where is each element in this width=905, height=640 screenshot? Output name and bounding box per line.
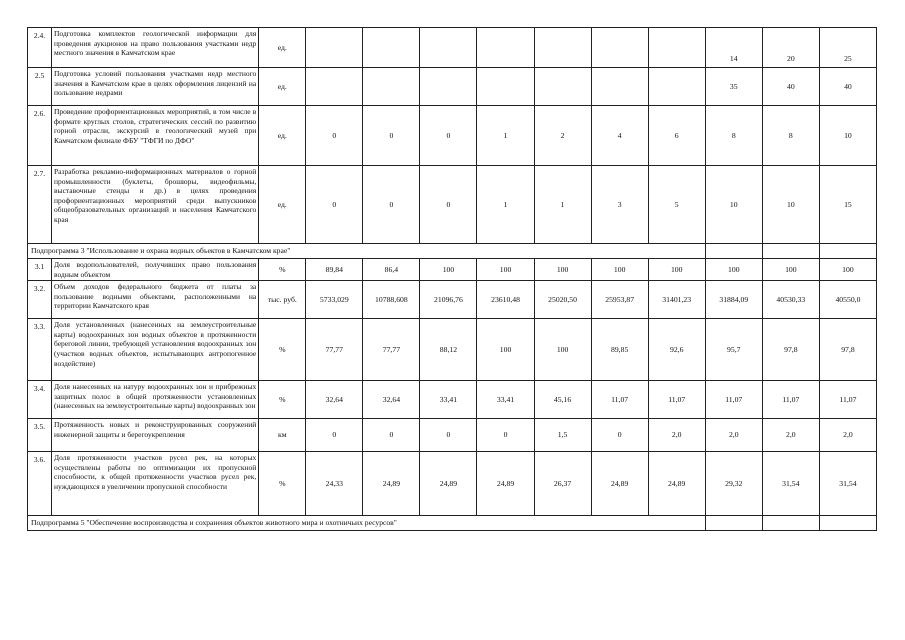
indicator-value: 1 xyxy=(477,166,534,244)
indicator-value: 86,4 xyxy=(363,259,420,281)
indicator-unit: % xyxy=(259,452,306,516)
indicator-number: 2.7. xyxy=(28,166,52,244)
indicator-value: 0 xyxy=(363,166,420,244)
indicator-value: 97,8 xyxy=(762,319,819,381)
indicator-number: 3.5. xyxy=(28,419,52,452)
indicator-value: 25953,87 xyxy=(591,281,648,319)
indicator-name: Доля водопользователей, получивших право пользования водным объектом xyxy=(52,259,259,281)
indicator-value: 2,0 xyxy=(819,419,876,452)
empty-cell xyxy=(705,516,762,531)
indicator-name: Протяженность новых и реконструированных сооружений инженерной защиты и берегоукрепления xyxy=(52,419,259,452)
indicator-value xyxy=(591,28,648,68)
indicator-number: 3.2. xyxy=(28,281,52,319)
indicator-value: 20 xyxy=(762,28,819,68)
indicator-unit: ед. xyxy=(259,68,306,106)
indicator-value: 15 xyxy=(819,166,876,244)
indicators-table xyxy=(27,27,877,531)
indicator-value: 8 xyxy=(762,106,819,166)
indicator-number: 3.3. xyxy=(28,319,52,381)
indicator-value: 40 xyxy=(819,68,876,106)
indicator-name: Подготовка комплектов геологической информации для проведения аукционов на право пользования участками недр местного значения в Камчатском крае xyxy=(52,28,259,68)
indicator-value: 24,33 xyxy=(306,452,363,516)
indicator-value: 100 xyxy=(705,259,762,281)
indicator-value xyxy=(363,28,420,68)
indicator-number: 2.6. xyxy=(28,106,52,166)
table-row xyxy=(28,319,877,381)
indicator-value: 2 xyxy=(534,106,591,166)
indicator-value: 89,85 xyxy=(591,319,648,381)
subprogram-row xyxy=(28,244,877,259)
indicator-value: 21096,76 xyxy=(420,281,477,319)
table-row xyxy=(28,381,877,419)
table-row xyxy=(28,106,877,166)
table-row xyxy=(28,452,877,516)
indicator-value xyxy=(477,28,534,68)
empty-cell xyxy=(762,244,819,259)
indicators-table-sheet xyxy=(27,27,877,531)
indicator-unit: тыс. руб. xyxy=(259,281,306,319)
indicator-value: 25 xyxy=(819,28,876,68)
indicator-value: 11,07 xyxy=(762,381,819,419)
indicator-unit: ед. xyxy=(259,166,306,244)
empty-cell xyxy=(819,516,876,531)
indicator-value: 23610,48 xyxy=(477,281,534,319)
indicator-value: 5 xyxy=(648,166,705,244)
indicator-value: 10 xyxy=(705,166,762,244)
indicator-value: 100 xyxy=(648,259,705,281)
indicator-unit: ед. xyxy=(259,106,306,166)
indicator-number: 3.1 xyxy=(28,259,52,281)
indicator-value: 35 xyxy=(705,68,762,106)
indicator-value: 10 xyxy=(819,106,876,166)
indicator-value: 0 xyxy=(420,166,477,244)
indicator-value: 11,07 xyxy=(591,381,648,419)
indicator-value: 33,41 xyxy=(477,381,534,419)
indicator-value xyxy=(477,68,534,106)
indicator-value: 11,07 xyxy=(819,381,876,419)
indicator-value: 1,5 xyxy=(534,419,591,452)
indicator-value: 77,77 xyxy=(306,319,363,381)
indicator-value: 4 xyxy=(591,106,648,166)
indicator-value: 40550,0 xyxy=(819,281,876,319)
indicator-value: 95,7 xyxy=(705,319,762,381)
indicator-value xyxy=(648,28,705,68)
indicator-value: 2,0 xyxy=(705,419,762,452)
indicator-value: 26,37 xyxy=(534,452,591,516)
indicator-value: 32,64 xyxy=(306,381,363,419)
indicator-value: 5733,029 xyxy=(306,281,363,319)
indicator-value: 24,89 xyxy=(363,452,420,516)
indicator-value: 14 xyxy=(705,28,762,68)
table-row xyxy=(28,281,877,319)
indicator-value: 1 xyxy=(534,166,591,244)
indicator-value: 100 xyxy=(591,259,648,281)
indicator-value xyxy=(306,28,363,68)
indicator-value: 0 xyxy=(477,419,534,452)
empty-cell xyxy=(819,244,876,259)
indicator-value: 100 xyxy=(534,259,591,281)
subprogram-row xyxy=(28,516,877,531)
indicator-value: 11,07 xyxy=(705,381,762,419)
table-row xyxy=(28,28,877,68)
indicator-value xyxy=(420,68,477,106)
indicator-value: 89,84 xyxy=(306,259,363,281)
indicator-value: 40530,33 xyxy=(762,281,819,319)
indicator-value: 31401,23 xyxy=(648,281,705,319)
indicator-value: 29,32 xyxy=(705,452,762,516)
subprogram-title: Подпрограмма 3 "Использование и охрана водных объектов в Камчатском крае" xyxy=(28,244,706,259)
indicator-value: 92,6 xyxy=(648,319,705,381)
indicator-value: 24,89 xyxy=(420,452,477,516)
indicator-value: 3 xyxy=(591,166,648,244)
indicator-value: 100 xyxy=(477,259,534,281)
indicator-name: Доля нанесенных на натуру водоохранных зон и прибрежных защитных полос в общей протяженности установленных (нанесенных на землеустроительные карты) водоохранных зон xyxy=(52,381,259,419)
indicator-name: Доля протяженности участков русел рек, на которых осуществлены работы по оптимизации их пропускной способности, к общей протяженности участков русел рек, нуждающихся в увеличении пропускной способности xyxy=(52,452,259,516)
indicator-name: Доля установленных (нанесенных на землеустроительные карты) водоохранных зон водных объектов в протяженности береговой линии, требующей установления водоохранных зон (участков водных объектов, испытывающих антропогенное воздействие) xyxy=(52,319,259,381)
indicator-value: 0 xyxy=(306,166,363,244)
indicator-value: 45,16 xyxy=(534,381,591,419)
indicator-number: 3.6. xyxy=(28,452,52,516)
indicator-value xyxy=(363,68,420,106)
indicator-value xyxy=(591,68,648,106)
indicator-value xyxy=(534,68,591,106)
indicator-value xyxy=(648,68,705,106)
table-row xyxy=(28,68,877,106)
indicator-unit: км xyxy=(259,419,306,452)
indicator-value: 31884,09 xyxy=(705,281,762,319)
indicator-value: 100 xyxy=(762,259,819,281)
subprogram-title: Подпрограмма 5 "Обеспечение воспроизводства и сохранения объектов животного мира и охотничьих ресурсов" xyxy=(28,516,706,531)
indicator-value: 10788,608 xyxy=(363,281,420,319)
indicator-name: Проведение профориентационных мероприятий, в том числе в формате круглых столов, стратегических сессий по развитию горной отрасли, экскурсий в геологический музей при Камчатском филиале ФБУ "ТФГИ по ДФО" xyxy=(52,106,259,166)
indicator-value: 24,89 xyxy=(477,452,534,516)
indicator-value: 100 xyxy=(534,319,591,381)
table-row xyxy=(28,259,877,281)
indicator-value xyxy=(534,28,591,68)
indicator-value: 88,12 xyxy=(420,319,477,381)
indicator-value: 0 xyxy=(420,106,477,166)
indicator-value: 100 xyxy=(819,259,876,281)
indicator-value: 2,0 xyxy=(762,419,819,452)
indicator-value xyxy=(306,68,363,106)
indicator-value: 100 xyxy=(420,259,477,281)
indicator-value: 24,89 xyxy=(648,452,705,516)
indicators-table-body xyxy=(28,28,877,531)
indicator-value: 0 xyxy=(420,419,477,452)
table-row xyxy=(28,166,877,244)
indicator-number: 2.4. xyxy=(28,28,52,68)
indicator-value: 32,64 xyxy=(363,381,420,419)
indicator-value: 31,54 xyxy=(819,452,876,516)
indicator-value: 0 xyxy=(306,419,363,452)
empty-cell xyxy=(762,516,819,531)
indicator-unit: % xyxy=(259,259,306,281)
indicator-name: Объем доходов федерального бюджета от платы за пользование водными объектами, расположенными на территории Камчатского края xyxy=(52,281,259,319)
indicator-name: Разработка рекламно-информационных материалов о горной промышленности (буклеты, брошюры, видеофильмы, выставочные стенды и др.) в целях проведения профориентационных мероприятий среди выпускников общеобразовательных организаций и населения Камчатского края xyxy=(52,166,259,244)
indicator-value: 0 xyxy=(306,106,363,166)
indicator-value: 40 xyxy=(762,68,819,106)
indicator-name: Подготовка условий пользования участками недр местного значения в Камчатском крае в целях оформления лицензий на пользование недрами xyxy=(52,68,259,106)
empty-cell xyxy=(705,244,762,259)
indicator-value: 0 xyxy=(591,419,648,452)
indicator-value: 24,89 xyxy=(591,452,648,516)
indicator-value: 1 xyxy=(477,106,534,166)
indicator-value: 31,54 xyxy=(762,452,819,516)
indicator-value: 0 xyxy=(363,419,420,452)
indicator-value: 25020,50 xyxy=(534,281,591,319)
indicator-unit: ед. xyxy=(259,28,306,68)
indicator-value: 77,77 xyxy=(363,319,420,381)
indicator-value: 100 xyxy=(477,319,534,381)
indicator-number: 3.4. xyxy=(28,381,52,419)
indicator-value xyxy=(420,28,477,68)
indicator-value: 6 xyxy=(648,106,705,166)
indicator-value: 33,41 xyxy=(420,381,477,419)
indicator-number: 2.5 xyxy=(28,68,52,106)
indicator-value: 97,8 xyxy=(819,319,876,381)
table-row xyxy=(28,419,877,452)
indicator-unit: % xyxy=(259,319,306,381)
indicator-value: 2,0 xyxy=(648,419,705,452)
indicator-value: 8 xyxy=(705,106,762,166)
indicator-value: 0 xyxy=(363,106,420,166)
indicator-value: 11,07 xyxy=(648,381,705,419)
indicator-unit: % xyxy=(259,381,306,419)
indicator-value: 10 xyxy=(762,166,819,244)
